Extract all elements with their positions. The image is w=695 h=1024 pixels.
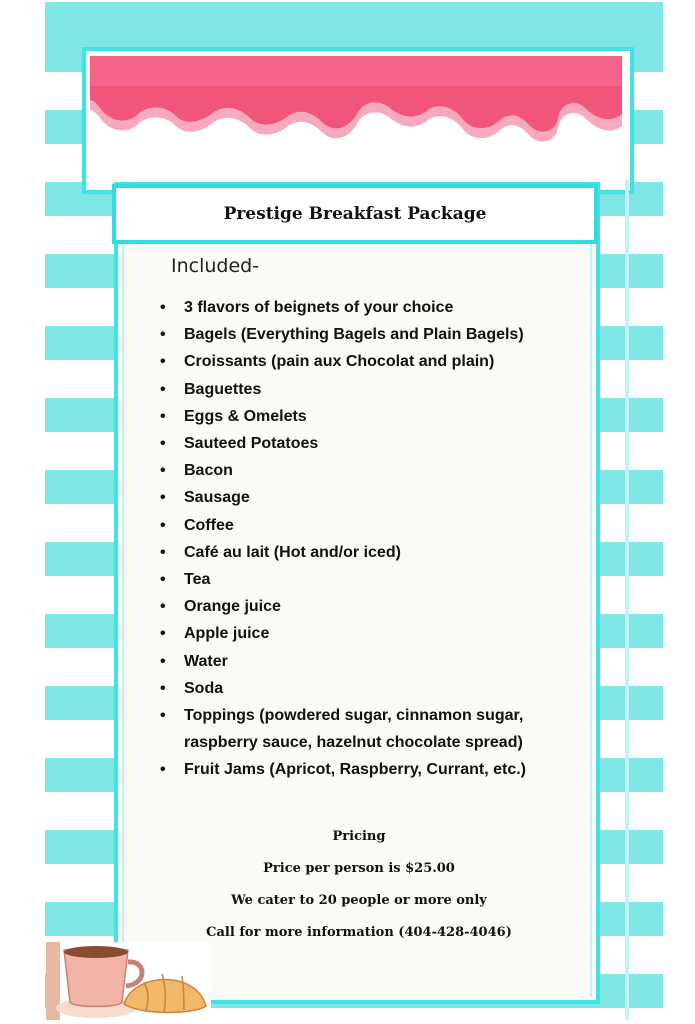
contact-info: Call for more information (404-428-4046)	[206, 925, 512, 940]
bullet-icon: •	[160, 652, 166, 670]
list-item	[160, 566, 580, 593]
item-text: Coffee	[184, 516, 234, 534]
item-text: Bagels (Everything Bagels and Plain Bagels)	[184, 326, 524, 344]
item-text: Sauteed Potatoes	[184, 435, 319, 453]
bullet-icon: •	[160, 516, 166, 534]
list-item	[160, 403, 580, 430]
bullet-icon: •	[160, 679, 166, 697]
item-text: Water	[184, 652, 228, 670]
top-band	[45, 2, 663, 38]
item-text: Tea	[184, 571, 211, 589]
pricing-heading: Pricing	[332, 829, 386, 844]
list-item	[160, 620, 580, 647]
list-item	[160, 376, 580, 403]
list-item	[160, 593, 580, 620]
included-label: Included-	[171, 255, 260, 277]
list-item	[160, 648, 580, 675]
item-text: Croissants (pain aux Chocolat and plain)	[184, 353, 495, 371]
list-item	[160, 675, 580, 702]
title-box	[112, 184, 598, 244]
bullet-icon: •	[160, 761, 166, 779]
list-item	[160, 348, 580, 375]
list-item	[160, 702, 580, 756]
bullet-icon: •	[160, 299, 166, 316]
pink-drip-decoration	[90, 56, 622, 166]
item-text: 3 flavors of beignets of your choice	[184, 299, 454, 316]
item-text: Toppings (powdered sugar, cinnamon sugar, raspberry sauce, hazelnut chocolate spread)	[184, 707, 524, 752]
item-text: Café au lait (Hot and/or iced)	[184, 543, 401, 561]
bullet-icon: •	[160, 543, 166, 561]
list-item	[160, 457, 580, 484]
item-text: Fruit Jams (Apricot, Raspberry, Currant, etc.)	[184, 761, 526, 779]
item-text: Apple juice	[184, 625, 270, 643]
item-text: Eggs & Omelets	[184, 407, 307, 425]
bullet-icon: •	[160, 353, 166, 371]
coffee-croissant-icon	[46, 942, 211, 1020]
minimum-guests: We cater to 20 people or more only	[231, 893, 487, 908]
list-item	[160, 484, 580, 511]
bullet-icon: •	[160, 571, 166, 589]
item-text: Soda	[184, 679, 224, 697]
list-item	[160, 756, 580, 783]
list-item	[160, 430, 580, 457]
bullet-icon: •	[160, 326, 166, 344]
included-items-list	[160, 294, 580, 784]
list-item	[160, 539, 580, 566]
item-text: Baguettes	[184, 380, 262, 398]
right-pipe	[625, 180, 629, 1020]
bullet-icon: •	[160, 489, 166, 507]
bullet-icon: •	[160, 707, 166, 725]
item-text: Bacon	[184, 462, 233, 480]
bullet-icon: •	[160, 435, 166, 453]
item-text: Orange juice	[184, 598, 281, 616]
bullet-icon: •	[160, 625, 166, 643]
bullet-icon: •	[160, 462, 166, 480]
price-per-person: Price per person is $25.00	[263, 861, 455, 876]
bullet-icon: •	[160, 598, 166, 616]
list-item	[160, 294, 580, 321]
page-title: Prestige Breakfast Package	[223, 204, 487, 224]
list-item	[160, 512, 580, 539]
list-item	[160, 321, 580, 348]
bullet-icon: •	[160, 407, 166, 425]
bullet-icon: •	[160, 380, 166, 398]
item-text: Sausage	[184, 489, 250, 507]
